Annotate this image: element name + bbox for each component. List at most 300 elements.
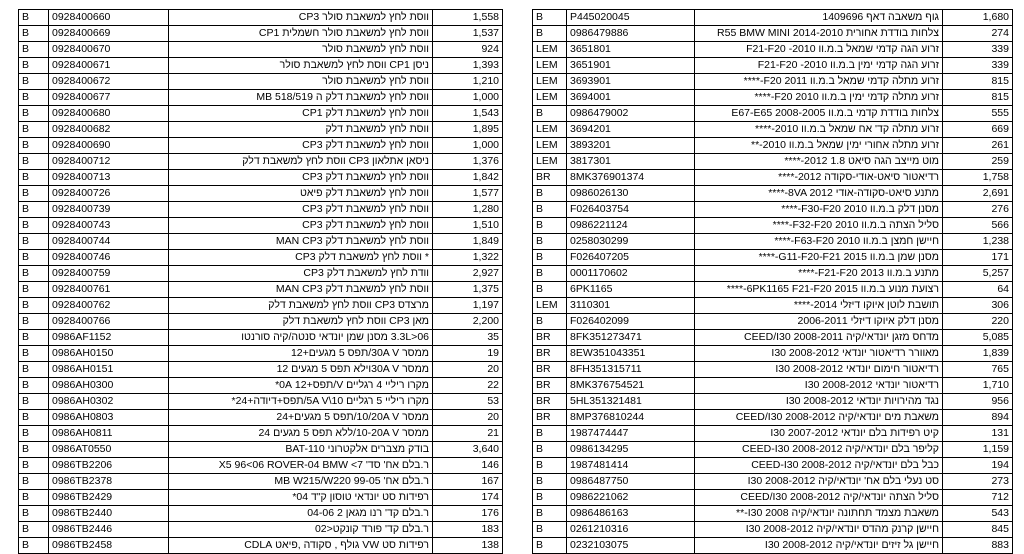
- quantity-cell: 1,543: [433, 106, 503, 122]
- description-cell: מקרו ריליי 4 רגליים V/תפס+12 0A*: [169, 378, 433, 394]
- part-number-cell: 0928400669: [49, 26, 169, 42]
- brand-cell: B: [533, 250, 567, 266]
- table-row: [19, 74, 503, 90]
- table-row: [19, 378, 503, 394]
- table-row: [19, 298, 503, 314]
- brand-cell: B: [19, 90, 49, 106]
- brand-cell: LEM: [533, 58, 567, 74]
- table-row: [19, 10, 503, 26]
- left-table-body: [19, 10, 503, 554]
- brand-cell: B: [19, 506, 49, 522]
- table-row: [19, 522, 503, 538]
- description-cell: סליל הצתה יונדאי/קיה CEED/I30 2008-2012: [695, 490, 943, 506]
- brand-cell: B: [533, 458, 567, 474]
- brand-cell: B: [19, 298, 49, 314]
- brand-cell: B: [19, 106, 49, 122]
- table-row: [19, 362, 503, 378]
- brand-cell: B: [19, 346, 49, 362]
- right-parts-table: [532, 9, 1013, 554]
- description-cell: ניסאן אתלאון CP3 ווסת לחץ למשאבת דלק: [169, 154, 433, 170]
- quantity-cell: 1,758: [943, 170, 1013, 186]
- part-number-cell: 0986134295: [567, 442, 695, 458]
- quantity-cell: 64: [943, 282, 1013, 298]
- part-number-cell: F026407205: [567, 250, 695, 266]
- description-cell: חיישן חמצן ב.מ.וו F63-F20 2010-****: [695, 234, 943, 250]
- table-row: [533, 10, 1013, 26]
- table-row: [19, 26, 503, 42]
- brand-cell: B: [19, 26, 49, 42]
- table-row: [533, 202, 1013, 218]
- part-number-cell: 0928400690: [49, 138, 169, 154]
- description-cell: רדיאטור חימום יונדאי I30 2008-2012: [695, 362, 943, 378]
- part-number-cell: 1987481414: [567, 458, 695, 474]
- description-cell: נגד מהירויות יונדאי I30 2008-2012: [695, 394, 943, 410]
- description-cell: זרוע הגה קדמי שמאל ב.מ.וו F21-F20 -2010: [695, 42, 943, 58]
- quantity-cell: 566: [943, 218, 1013, 234]
- table-row: [19, 458, 503, 474]
- table-row: [533, 506, 1013, 522]
- table-row: [19, 506, 503, 522]
- quantity-cell: 712: [943, 490, 1013, 506]
- quantity-cell: 1,000: [433, 138, 503, 154]
- quantity-cell: 1,680: [943, 10, 1013, 26]
- quantity-cell: 1,849: [433, 234, 503, 250]
- brand-cell: B: [533, 474, 567, 490]
- brand-cell: B: [19, 138, 49, 154]
- table-row: [533, 122, 1013, 138]
- table-row: [533, 74, 1013, 90]
- brand-cell: B: [19, 314, 49, 330]
- table-row: [533, 234, 1013, 250]
- part-number-cell: 0986AH0811: [49, 426, 169, 442]
- part-number-cell: 0986221062: [567, 490, 695, 506]
- table-row: [533, 170, 1013, 186]
- part-number-cell: 0928400759: [49, 266, 169, 282]
- table-row: [533, 90, 1013, 106]
- quantity-cell: 306: [943, 298, 1013, 314]
- description-cell: חיישן קרנק מהדס יונדאי/קיה I30 2008-2012: [695, 522, 943, 538]
- description-cell: מסנן דלק ב.מ.וו F30-F20 2010-****: [695, 202, 943, 218]
- description-cell: זרוע מתלה קד' אח שמאל ב.מ.וו 2010-****: [695, 122, 943, 138]
- quantity-cell: 276: [943, 202, 1013, 218]
- right-table-body: [533, 10, 1013, 554]
- part-number-cell: 0258030299: [567, 234, 695, 250]
- part-number-cell: 0986AH0150: [49, 346, 169, 362]
- part-number-cell: 0928400713: [49, 170, 169, 186]
- quantity-cell: 339: [943, 58, 1013, 74]
- part-number-cell: 8FH351315711: [567, 362, 695, 378]
- table-row: [533, 314, 1013, 330]
- table-row: [19, 170, 503, 186]
- table-row: [533, 346, 1013, 362]
- description-cell: ר.בלם קד' פורד קונקט<02: [169, 522, 433, 538]
- table-row: [533, 186, 1013, 202]
- brand-cell: B: [19, 282, 49, 298]
- description-cell: זרוע מתלה אחורי ימין שמאל ב.מ.וו 2010-**: [695, 138, 943, 154]
- part-number-cell: 0928400761: [49, 282, 169, 298]
- table-row: [533, 298, 1013, 314]
- brand-cell: BR: [533, 410, 567, 426]
- description-cell: מוט מייצב הגה סיאט 1.8 2012-****: [695, 154, 943, 170]
- table-row: [533, 458, 1013, 474]
- quantity-cell: 131: [943, 426, 1013, 442]
- description-cell: רפידות סט יונדאי טוסון ק"ד 04*: [169, 490, 433, 506]
- brand-cell: B: [19, 378, 49, 394]
- quantity-cell: 924: [433, 42, 503, 58]
- part-number-cell: 0928400726: [49, 186, 169, 202]
- quantity-cell: 21: [433, 426, 503, 442]
- description-cell: סליל הצתה ב.מ.וו F32-F20 2010-****: [695, 218, 943, 234]
- brand-cell: B: [19, 74, 49, 90]
- description-cell: זרוע מתלה קדמי שמאל ב.מ.וו F20 2011-****: [695, 74, 943, 90]
- brand-cell: BR: [533, 170, 567, 186]
- part-number-cell: 0986TB2429: [49, 490, 169, 506]
- part-number-cell: 0986486163: [567, 506, 695, 522]
- part-number-cell: 0928400746: [49, 250, 169, 266]
- table-row: [533, 154, 1013, 170]
- quantity-cell: 894: [943, 410, 1013, 426]
- brand-cell: BR: [533, 378, 567, 394]
- part-number-cell: 0986TB2378: [49, 474, 169, 490]
- part-number-cell: 0986AF1152: [49, 330, 169, 346]
- quantity-cell: 669: [943, 122, 1013, 138]
- quantity-cell: 1,000: [433, 90, 503, 106]
- brand-cell: B: [19, 170, 49, 186]
- brand-cell: B: [533, 234, 567, 250]
- description-cell: ממסר 30A Vוילא תפס 5 מגעים 12: [169, 362, 433, 378]
- part-number-cell: F026402099: [567, 314, 695, 330]
- brand-cell: B: [533, 218, 567, 234]
- brand-cell: B: [19, 410, 49, 426]
- brand-cell: B: [19, 202, 49, 218]
- brand-cell: B: [19, 394, 49, 410]
- part-number-cell: 0986AT0550: [49, 442, 169, 458]
- description-cell: ווסת לחץ למשאבת סולר חשמלית CP1: [169, 26, 433, 42]
- table-row: [19, 218, 503, 234]
- part-number-cell: 0986AH0803: [49, 410, 169, 426]
- brand-cell: B: [533, 522, 567, 538]
- quantity-cell: 3,640: [433, 442, 503, 458]
- table-row: [533, 426, 1013, 442]
- table-row: [19, 186, 503, 202]
- description-cell: מסנן דלק איוקו דיזלי 2006-2011: [695, 314, 943, 330]
- part-number-cell: 3693901: [567, 74, 695, 90]
- table-row: [19, 490, 503, 506]
- part-number-cell: 3694001: [567, 90, 695, 106]
- brand-cell: B: [533, 282, 567, 298]
- table-row: [533, 522, 1013, 538]
- description-cell: ווסת לחץ למשאבת דלק ה 518/519 MB: [169, 90, 433, 106]
- description-cell: מסנן שמן ב.מ.וו G11-F20-F21 2015-****: [695, 250, 943, 266]
- part-number-cell: 0261210316: [567, 522, 695, 538]
- description-cell: צלחות בודדת קדמי ב.מ.וו E67-E65 2008-2005: [695, 106, 943, 122]
- table-row: [533, 106, 1013, 122]
- quantity-cell: 146: [433, 458, 503, 474]
- description-cell: ווסת לחץ למשאבת דלק MAN CP3: [169, 234, 433, 250]
- quantity-cell: 1,322: [433, 250, 503, 266]
- table-row: [533, 442, 1013, 458]
- part-number-cell: 0928400766: [49, 314, 169, 330]
- quantity-cell: 183: [433, 522, 503, 538]
- table-row: [19, 202, 503, 218]
- quantity-cell: 815: [943, 90, 1013, 106]
- description-cell: גוף משאבה דאף 1409696: [695, 10, 943, 26]
- quantity-cell: 1,510: [433, 218, 503, 234]
- brand-cell: B: [19, 10, 49, 26]
- brand-cell: B: [533, 506, 567, 522]
- brand-cell: B: [19, 458, 49, 474]
- table-row: [19, 266, 503, 282]
- quantity-cell: 22: [433, 378, 503, 394]
- brand-cell: B: [19, 266, 49, 282]
- brand-cell: B: [19, 58, 49, 74]
- description-cell: מדחס מזגן יונדאי/קיה CEED/I30 2008-2011: [695, 330, 943, 346]
- brand-cell: LEM: [533, 298, 567, 314]
- table-row: [533, 490, 1013, 506]
- quantity-cell: 2,200: [433, 314, 503, 330]
- quantity-cell: 1,537: [433, 26, 503, 42]
- part-number-cell: 1987474447: [567, 426, 695, 442]
- table-row: [19, 42, 503, 58]
- part-number-cell: 0986026130: [567, 186, 695, 202]
- table-row: [19, 426, 503, 442]
- description-cell: זרוע הגה קדמי ימין ב.מ.וו F21-F20 -2010: [695, 58, 943, 74]
- part-number-cell: 8FK351273471: [567, 330, 695, 346]
- left-parts-table: [18, 9, 503, 554]
- description-cell: זרוע מתלה קדמי ימין ב.מ.וו F20 2010-****: [695, 90, 943, 106]
- table-row: [533, 26, 1013, 42]
- brand-cell: LEM: [533, 74, 567, 90]
- table-row: [19, 234, 503, 250]
- quantity-cell: 1,376: [433, 154, 503, 170]
- quantity-cell: 20: [433, 362, 503, 378]
- description-cell: ווסת לחץ למשאבת דלק CP3: [169, 218, 433, 234]
- brand-cell: B: [533, 106, 567, 122]
- table-row: [19, 282, 503, 298]
- brand-cell: B: [533, 538, 567, 554]
- description-cell: חיישן גל זיזים יונדאי/קיה I30 2008-2012: [695, 538, 943, 554]
- description-cell: מתנע סיאט-סקודה-אודי 8VA 2012-****: [695, 186, 943, 202]
- table-row: [19, 474, 503, 490]
- part-number-cell: F026403754: [567, 202, 695, 218]
- table-row: [533, 394, 1013, 410]
- brand-cell: BR: [533, 330, 567, 346]
- quantity-cell: 1,375: [433, 282, 503, 298]
- quantity-cell: 883: [943, 538, 1013, 554]
- description-cell: רפידות סט VW גולף , סקודה ,פיאט CDLA: [169, 538, 433, 554]
- description-cell: ווסת לחץ למשאבת סולר: [169, 74, 433, 90]
- description-cell: מאוורר רדיאטור יונדאי I30 2008-2012: [695, 346, 943, 362]
- part-number-cell: 0928400670: [49, 42, 169, 58]
- quantity-cell: 1,710: [943, 378, 1013, 394]
- part-number-cell: 0986AH0302: [49, 394, 169, 410]
- quantity-cell: 53: [433, 394, 503, 410]
- part-number-cell: 0928400677: [49, 90, 169, 106]
- quantity-cell: 1,842: [433, 170, 503, 186]
- part-number-cell: 0986487750: [567, 474, 695, 490]
- brand-cell: LEM: [533, 90, 567, 106]
- table-row: [533, 378, 1013, 394]
- part-number-cell: 3893201: [567, 138, 695, 154]
- quantity-cell: 765: [943, 362, 1013, 378]
- description-cell: ווסת לחץ למשאבת דלק CP3: [169, 170, 433, 186]
- quantity-cell: 261: [943, 138, 1013, 154]
- table-row: [19, 106, 503, 122]
- brand-cell: B: [533, 10, 567, 26]
- quantity-cell: 273: [943, 474, 1013, 490]
- part-number-cell: 0928400712: [49, 154, 169, 170]
- table-row: [533, 138, 1013, 154]
- part-number-cell: 0928400739: [49, 202, 169, 218]
- quantity-cell: 1,895: [433, 122, 503, 138]
- description-cell: * ווסת לחץ למשאבת דלק CP3: [169, 250, 433, 266]
- brand-cell: LEM: [533, 154, 567, 170]
- description-cell: ר.בלם קד' רנו מגאן 2 04-06: [169, 506, 433, 522]
- table-row: [19, 442, 503, 458]
- quantity-cell: 1,197: [433, 298, 503, 314]
- quantity-cell: 1,577: [433, 186, 503, 202]
- table-row: [533, 42, 1013, 58]
- quantity-cell: 555: [943, 106, 1013, 122]
- table-row: [533, 218, 1013, 234]
- brand-cell: B: [19, 362, 49, 378]
- description-cell: ממסר 10/20A V/תפס 5 מגעים+24: [169, 410, 433, 426]
- quantity-cell: 956: [943, 394, 1013, 410]
- quantity-cell: 176: [433, 506, 503, 522]
- quantity-cell: 220: [943, 314, 1013, 330]
- part-number-cell: 5HL351321481: [567, 394, 695, 410]
- description-cell: מתנע ב.מ.וו F21-F20 2013-****: [695, 266, 943, 282]
- quantity-cell: 1,558: [433, 10, 503, 26]
- quantity-cell: 194: [943, 458, 1013, 474]
- description-cell: רדיאטור סיאט-אודי-סקודה 2012-****: [695, 170, 943, 186]
- table-row: [19, 394, 503, 410]
- part-number-cell: 8MP376810244: [567, 410, 695, 426]
- description-cell: ווסת לחץ למשאבת דלק CP3: [169, 138, 433, 154]
- brand-cell: B: [19, 330, 49, 346]
- part-number-cell: 3817301: [567, 154, 695, 170]
- brand-cell: B: [19, 186, 49, 202]
- table-row: [19, 154, 503, 170]
- brand-cell: B: [19, 42, 49, 58]
- description-cell: קליפר בלם יונדאי/קיה CEED-I30 2008-2012: [695, 442, 943, 458]
- quantity-cell: 815: [943, 74, 1013, 90]
- quantity-cell: 20: [433, 410, 503, 426]
- part-number-cell: 0928400660: [49, 10, 169, 26]
- part-number-cell: 8MK376754521: [567, 378, 695, 394]
- description-cell: צלחות בודדת אחורית 2014-2010 R55 BMW MINI: [695, 26, 943, 42]
- brand-cell: B: [533, 490, 567, 506]
- part-number-cell: 0928400762: [49, 298, 169, 314]
- brand-cell: B: [19, 522, 49, 538]
- quantity-cell: 171: [943, 250, 1013, 266]
- part-number-cell: 3694201: [567, 122, 695, 138]
- quantity-cell: 174: [433, 490, 503, 506]
- description-cell: משאבת מים יונדאי/קיה CEED/I30 2008-2012: [695, 410, 943, 426]
- quantity-cell: 1,393: [433, 58, 503, 74]
- part-number-cell: 8EW351043351: [567, 346, 695, 362]
- part-number-cell: 0232103075: [567, 538, 695, 554]
- table-row: [19, 410, 503, 426]
- part-number-cell: 3651801: [567, 42, 695, 58]
- brand-cell: B: [533, 442, 567, 458]
- part-number-cell: 0928400682: [49, 122, 169, 138]
- table-row: [533, 282, 1013, 298]
- brand-cell: LEM: [533, 42, 567, 58]
- part-number-cell: 6PK1165: [567, 282, 695, 298]
- brand-cell: B: [533, 266, 567, 282]
- part-number-cell: 0986479002: [567, 106, 695, 122]
- part-number-cell: 0986AH0300: [49, 378, 169, 394]
- part-number-cell: 0928400680: [49, 106, 169, 122]
- table-row: [533, 266, 1013, 282]
- quantity-cell: 2,927: [433, 266, 503, 282]
- part-number-cell: 0986TB2440: [49, 506, 169, 522]
- quantity-cell: 274: [943, 26, 1013, 42]
- part-number-cell: 0986TB2446: [49, 522, 169, 538]
- brand-cell: LEM: [533, 138, 567, 154]
- description-cell: וודת לחץ למשאבת דלק CP3: [169, 266, 433, 282]
- part-number-cell: 0986TB2458: [49, 538, 169, 554]
- description-cell: ר.בלם אח' סד' 7> X5 96<06 ROVER-04 BMW: [169, 458, 433, 474]
- table-row: [533, 410, 1013, 426]
- description-cell: ווסת לחץ למשאבת דלק: [169, 122, 433, 138]
- part-number-cell: 3651901: [567, 58, 695, 74]
- part-number-cell: 0928400672: [49, 74, 169, 90]
- brand-cell: B: [19, 154, 49, 170]
- part-number-cell: 0986479886: [567, 26, 695, 42]
- brand-cell: B: [19, 426, 49, 442]
- description-cell: ווסת לחץ למשאבת סולר CP3: [169, 10, 433, 26]
- description-cell: ר.בלם אח' 99-05 MB W215/W220: [169, 474, 433, 490]
- brand-cell: BR: [533, 394, 567, 410]
- part-number-cell: 0986221124: [567, 218, 695, 234]
- description-cell: ווסת לחץ למשאבת דלק פיאט: [169, 186, 433, 202]
- quantity-cell: 19: [433, 346, 503, 362]
- part-number-cell: 8MK376901374: [567, 170, 695, 186]
- brand-cell: B: [19, 250, 49, 266]
- quantity-cell: 5,085: [943, 330, 1013, 346]
- part-number-cell: 0928400744: [49, 234, 169, 250]
- quantity-cell: 5,257: [943, 266, 1013, 282]
- description-cell: ממסר 10-20A V/ללא תפס 5 מגעים 24: [169, 426, 433, 442]
- description-cell: ממסר 30A V/תפס 5 מגעים+12: [169, 346, 433, 362]
- table-row: [533, 362, 1013, 378]
- description-cell: מקרו ריליי 5 רגליים 10\5A V/תפס+דיודה+24*: [169, 394, 433, 410]
- description-cell: תושבת לוטן איוקו דיזלי 2014-****: [695, 298, 943, 314]
- quantity-cell: 138: [433, 538, 503, 554]
- description-cell: ניסן CP1 ווסת לחץ למשאבת סולר: [169, 58, 433, 74]
- description-cell: מרצדס CP3 ווסת לחץ למשאבת דלק: [169, 298, 433, 314]
- brand-cell: B: [19, 234, 49, 250]
- table-row: [19, 138, 503, 154]
- description-cell: ווסת לחץ למשאבת דלק CP1: [169, 106, 433, 122]
- brand-cell: B: [19, 474, 49, 490]
- table-row: [533, 58, 1013, 74]
- quantity-cell: 1,210: [433, 74, 503, 90]
- part-number-cell: 3110301: [567, 298, 695, 314]
- description-cell: מאן CP3 ווסת לחץ למשאבת דלק: [169, 314, 433, 330]
- table-row: [19, 90, 503, 106]
- description-cell: רדיאטור יונדאי I30 2008-2012: [695, 378, 943, 394]
- description-cell: ווסת לחץ למשאבת דלק CP3: [169, 202, 433, 218]
- brand-cell: B: [19, 122, 49, 138]
- brand-cell: B: [533, 314, 567, 330]
- description-cell: רצועת מנוע ב.מ.וו 6PK1165 F21-F20 2015-****: [695, 282, 943, 298]
- brand-cell: LEM: [533, 122, 567, 138]
- brand-cell: B: [533, 186, 567, 202]
- brand-cell: B: [533, 426, 567, 442]
